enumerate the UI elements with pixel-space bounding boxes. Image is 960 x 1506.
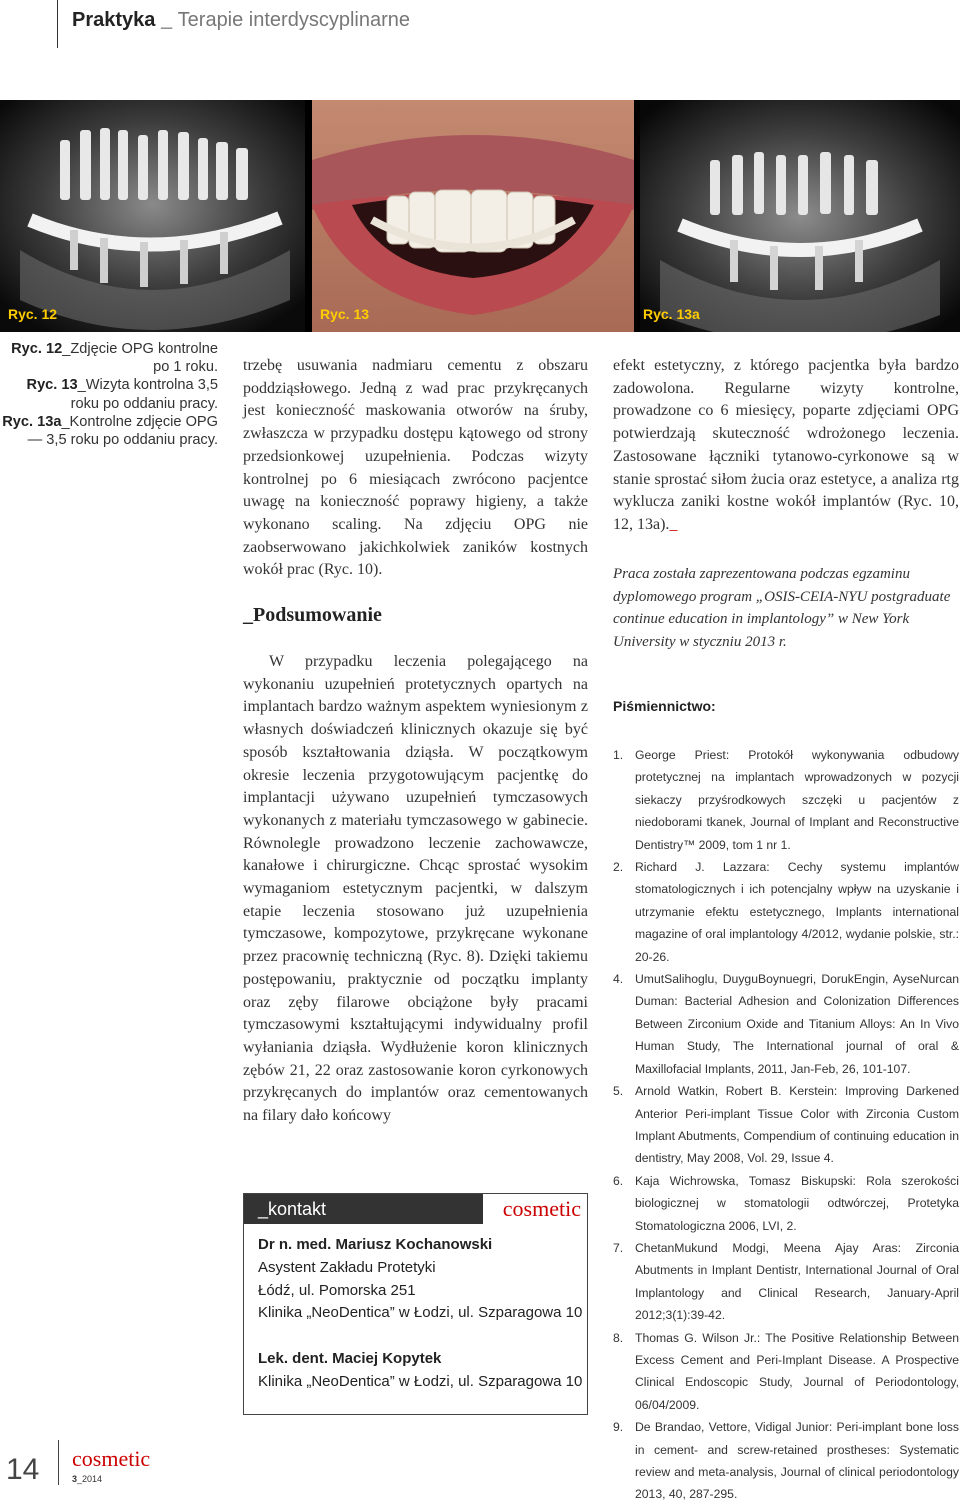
- page-number: 14: [6, 1453, 40, 1486]
- header-separator: _: [155, 9, 178, 31]
- figure-12-label: Ryc. 12: [8, 306, 58, 322]
- reference-text: ChetanMukund Modgi, Meena Ajay Aras: Zirconia Abutments in Implant Dentistr, International Journal of Oral Implantology and Clinical Research, January-April 2012;3(1):39-42.: [635, 1240, 959, 1323]
- caption-13-text: _Wizyta kontrolna 3,5 roku po oddaniu pracy.: [70, 377, 218, 412]
- running-header: [72, 9, 410, 32]
- contact-box: [243, 1193, 588, 1415]
- reference-item: [613, 1170, 959, 1237]
- reference-text: George Priest: Protokół wykonywania odbudowy protetycznej na implantach wprowadzonych w pozycji siekaczy przyśrodkowych szczęki u pacjentów z niedoborami tkanek, Journal of Implant and Reconstructive Dentistry™ 2009, tom 1 nr 1.: [635, 748, 959, 852]
- figure-strip: [0, 100, 960, 332]
- issue-year: _2014: [77, 1474, 103, 1484]
- references-title: Piśmiennictwo:: [613, 698, 716, 714]
- contact-line-1: Asystent Zakładu Protetyki: [258, 1258, 436, 1276]
- contact-name-2: Lek. dent. Maciej Kopytek: [258, 1349, 442, 1367]
- figure-13a-xray: [640, 100, 960, 332]
- reference-text: Richard J. Lazzara: Cechy systemu implantów stomatologicznych i ich potencjalny wpływ na uzyskanie i utrzymanie efektu estetycznego, Implants international magazine of oral implantology 4/2012, wydanie polskie, str.: 20-26.: [635, 860, 959, 964]
- figure-13-photo: [312, 100, 634, 332]
- col3-paragraph-1: [613, 355, 959, 537]
- reference-text: UmutSalihoglu, DuyguBoynuegri, DorukEngin, AyseNurcan Duman: Bacterial Adhesion and Colonization Differences Between Zirconium Oxide and Titanium Alloys: An In Vivo Human Study, The International journal of oral & Maxillofacial Implants, 2011, Jan-Feb, 26, 101-107.: [635, 972, 959, 1076]
- reference-text: Arnold Watkin, Robert B. Kerstein: Improving Darkened Anterior Peri-implant Tissue Color with Zirconia Custom Implant Abutments, Compendium of continuing education in dentistry, May 2008, Vol. 29, Issue 4.: [635, 1084, 959, 1166]
- caption-13a-label: Ryc. 13a: [2, 413, 62, 430]
- col2-paragraph-1: trzebę usuwania nadmiaru cementu z obszaru poddziąsłowego. Jedną z wad prac przykręcanych jest konieczność maskowania otworów na śruby, zwłaszcza w przypadku dostępu kątowego od strony przedsionkowej uzupełnienia. Podczas wizyty kontrolnej po 6 miesiącach zwrócono pacjentce uwagę na konieczność poprawy higieny, a także wykonano scaling. Na zdjęciu OPG nie zaobserwowano jakichkolwiek zaników kostnych wokół prac (Ryc. 10).: [243, 357, 588, 579]
- reference-item: [613, 856, 959, 968]
- xray-image-right: [640, 100, 960, 332]
- section-subtitle: Terapie interdyscyplinarne: [177, 9, 410, 31]
- reference-item: [613, 968, 959, 1080]
- references-list: [613, 744, 959, 1506]
- reference-item: [613, 744, 959, 856]
- caption-12: [0, 340, 218, 376]
- section-name: Praktyka: [72, 9, 156, 31]
- contact-line-2: Łódź, ul. Pomorska 251: [258, 1281, 416, 1299]
- reference-text: Thomas G. Wilson Jr.: The Positive Relationship Between Excess Cement and Peri-Implant Disease. A Prospective Clinical Endoscopic Study, Journal of Periodontology, 06/04/2009.: [635, 1330, 959, 1412]
- footer-brand-logo: cosmetic: [72, 1446, 151, 1471]
- contact-line-3: Klinika „NeoDentica” w Łodzi, ul. Szparagowa 10: [258, 1304, 583, 1322]
- reference-number: 7.: [613, 1240, 624, 1255]
- reference-number: 2.: [613, 860, 624, 875]
- reference-item: [613, 1237, 959, 1327]
- reference-number: 9.: [613, 1420, 624, 1435]
- caption-12-label: Ryc. 12: [11, 341, 63, 357]
- reference-item: [613, 1327, 959, 1417]
- presentation-note: Praca została zaprezentowana podczas egzaminu dyplomowego program „OSIS-CEIA-NYU postgraduate continue education in implantology” w New York University w styczniu 2013 r.: [613, 566, 951, 650]
- reference-text: Kaja Wichrowska, Tomasz Biskupski: Rola szerokości biologicznej w stomatologii odtwórczej, Protetyka Stomatologiczna 2006, LVI, 2.: [635, 1173, 959, 1233]
- figure-13a-label: Ryc. 13a: [643, 306, 700, 322]
- caption-13a: [0, 413, 218, 449]
- body-column-3: [613, 355, 959, 537]
- figure-captions: [0, 340, 218, 449]
- caption-13: [0, 376, 218, 412]
- col2-paragraph-2: W przypadku leczenia polegającego na wykonaniu uzupełnień protetycznych opartych na implantach bardzo ważnym aspektem wyniesionym z własnych doświadczeń klinicznych okazuje się być sposób kształtowania dziąsła. W początkowym okresie leczenia przygotowującym pacjentkę do implantacji używano uzupełnień tymczasowych wykonanych z materiału tymczasowego w gabinecie. Równolegle prowadzono leczenie zachowawcze, kanałowe i chirurgiczne. Chcąc sprostać wysokim wymaganiom estetycznym pacjentki, w dalszym etapie leczenia stosowano już uzupełnienia tymczasowe, kompozytowe, przykręcane wykonane przez pracownię techniczną (Ryc. 8). Dzięki takiemu postępowaniu, praktycznie od początku implanty oraz zęby filarowe obciążone były pracami tymczasowymi kształtującymi indywidualny profil wyłaniania dziąsła. Wydłużenie koron klinicznych zębów 21, 22 oraz zastosowanie koron cyrkonowych przykręcanych do implantów oraz cementowanych na filary dało końcowy: [243, 653, 588, 1125]
- reference-number: 8.: [613, 1330, 624, 1345]
- reference-number: 6.: [613, 1173, 624, 1188]
- footer-issue: [72, 1474, 102, 1484]
- footer-rule: [58, 1440, 59, 1485]
- reference-number: 4.: [613, 972, 624, 987]
- figure-12-xray: [0, 100, 305, 332]
- contact-header: [244, 1194, 587, 1224]
- figure-13-label: Ryc. 13: [320, 306, 370, 322]
- reference-item: [613, 1080, 959, 1170]
- caption-13a-text: _Kontrolne zdjęcie OPG — 3,5 roku po oddaniu pracy.: [27, 413, 218, 449]
- issue-number: 3: [72, 1474, 78, 1484]
- contact-details: [258, 1234, 582, 1394]
- smile-photo: [312, 100, 634, 332]
- section-heading: _Podsumowanie: [243, 604, 382, 626]
- contact-brand-logo: cosmetic: [502, 1196, 581, 1221]
- reference-number: 5.: [613, 1084, 624, 1099]
- body-column-2: [243, 355, 588, 582]
- header-rule: [57, 0, 58, 48]
- contact-line-4: Klinika „NeoDentica” w Łodzi, ul. Szparagowa 10: [258, 1372, 583, 1390]
- xray-image-left: [0, 100, 305, 332]
- reference-text: De Brandao, Vettore, Vidigal Junior: Peri-implant bone loss in cement- and screw-retained prostheses: Systematic review and meta-analysis, Journal of clinical periodontology 2013, 40, 287-295.: [635, 1420, 959, 1502]
- col3-paragraph-text: efekt estetyczny, z którego pacjentka była bardzo zadowolona. Regularne wizyty kontrolne, prowadzone co 6 miesięcy, poparte zdjęciami OPG potwierdzają skuteczność wdrożonego leczenia. Zastosowane łączniki tytanowo-cyrkonowe są w stanie sprostać siłom żucia oraz estetyce, a analiza rtg wyklucza zaniki kostne wokół implantów (Ryc. 10, 12, 13a).: [613, 357, 959, 533]
- body-column-2-continued: [243, 651, 588, 1128]
- contact-name-1: Dr n. med. Mariusz Kochanowski: [258, 1236, 493, 1253]
- end-mark: _: [669, 515, 678, 533]
- caption-13-label: Ryc. 13: [26, 377, 78, 394]
- caption-12-text: _Zdjęcie OPG kontrolne po 1 roku.: [62, 341, 218, 376]
- reference-number: 1.: [613, 748, 624, 762]
- reference-item: [613, 1416, 959, 1506]
- contact-label: _kontakt: [244, 1194, 483, 1224]
